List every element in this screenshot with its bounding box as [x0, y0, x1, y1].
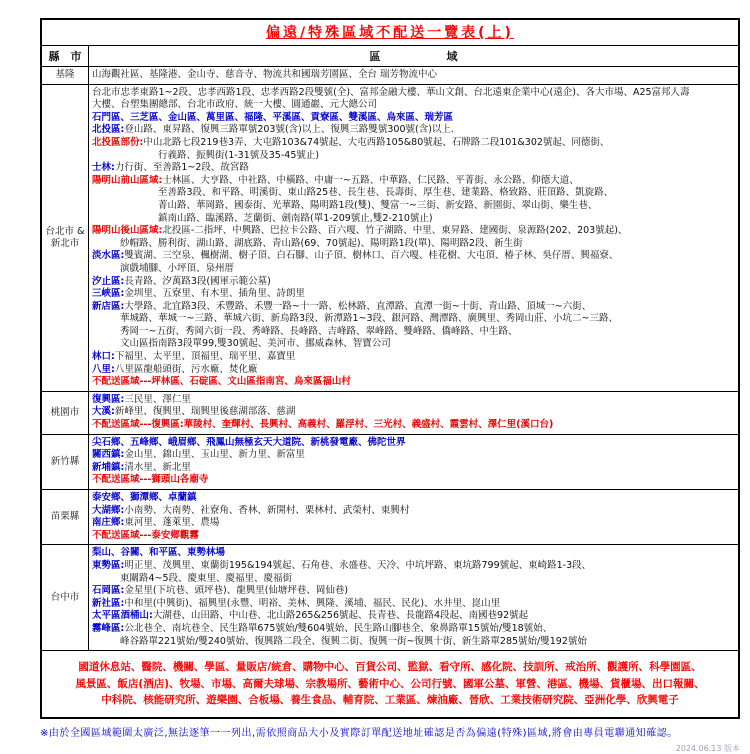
- county-cell: [42, 85, 89, 391]
- text-segment: 不配送區域---獅頭山各廟寺: [92, 474, 209, 486]
- text-segment: 紗帽路、勝利街、湖山路、湖底路、青山路(69、70號起)、陽明路1段(單)、陽明路2段、新生街: [120, 237, 523, 249]
- county-label: 新北市: [50, 237, 80, 249]
- text-segment: 尖石鄉、五峰鄉、峨眉鄉、飛鳳山無極玄天大道院、新桃發電廠、佛陀世界: [92, 436, 406, 448]
- region-line: [92, 406, 735, 419]
- table-row: [42, 490, 738, 545]
- restricted-sites-line: 中科院、核能研究所、遊樂園、合板場、養生食品、輔育院、工業區、煉油廠、晉欣、工業技術研究院、亞洲化學、欣興電子: [101, 694, 679, 707]
- text-segment: 東勢區:: [92, 559, 125, 571]
- table-body: [42, 67, 738, 651]
- text-segment: 中山北路七段219巷3弄、大屯路103&74號起、大屯西路105&80號起、石牌路二段101&302號起、同德街、: [143, 136, 610, 148]
- page-title: 偏遠/特殊區域不配送一覽表(上): [42, 20, 738, 46]
- text-segment: 行義路、振興街(1-31號及35-45號止): [158, 149, 320, 161]
- table-row: [42, 435, 738, 490]
- county-cell: [42, 67, 89, 84]
- text-segment: 雙賓湖、三空泉、楓樹湖、樹子頂、白石腳、山子頂、樹林口、百六嘎、桂花樹、大屯頂、椿子林、吳仔厝、興福寮、: [124, 250, 619, 262]
- region-line: [92, 99, 735, 112]
- region-line: [92, 449, 735, 462]
- region-line: [92, 462, 735, 475]
- region-line: [92, 474, 735, 487]
- text-segment: 北投區-二指坪、中興路、巴拉卡公路、百六嘎、竹子湖路、中里、東昇路、建國街、泉源路(202、203號起)、: [162, 225, 628, 237]
- county-label: 苗栗縣: [50, 511, 80, 523]
- text-segment: 秀岡一~五街、秀岡六街一段、秀峰路、長峰路、吉峰路、翠峰路、雙峰路、僑峰路、中生路、: [120, 325, 518, 337]
- text-segment: 不配送區域---泰安鄉觀霧: [92, 529, 199, 541]
- text-segment: 台北市忠孝東路1~2段、忠孝西路1段、忠孝西路2段雙號(全)、富邦金融大樓、華山文創、台北遠東企業中心(遠企)、各大市場、A25富邦人壽: [92, 86, 690, 98]
- region-cell: [89, 545, 738, 650]
- text-segment: 峰谷路單221號始/雙240號始、復興路二段全、復興二街、復興一街~復興十街、新生路單285號始/雙192號始: [120, 635, 587, 647]
- text-segment: 金山里、錦山里、玉山里、新力里、新富里: [124, 449, 305, 461]
- text-segment: 南庄鄉:: [92, 517, 125, 529]
- region-line: [92, 187, 735, 200]
- text-segment: 公北巷全、南坑巷全、民生路單675號始/雙604號始、民生路山腳巷全、象鼻路單15號始/雙18號始、: [124, 622, 553, 634]
- text-segment: 石岡區:: [92, 585, 125, 597]
- region-line: [92, 301, 735, 314]
- region-line: [92, 124, 735, 137]
- restricted-sites-row: [42, 651, 738, 717]
- region-line: [92, 437, 735, 450]
- region-line: [92, 175, 735, 188]
- text-segment: 陽明山後山區域:: [92, 225, 163, 237]
- region-line: [92, 585, 735, 598]
- version-stamp: 2024.06.13 版本: [675, 743, 740, 753]
- table-row: [42, 85, 738, 392]
- text-segment: 陽明山前山區域:: [92, 174, 163, 186]
- region-line: [92, 338, 735, 351]
- region-cell: [89, 85, 738, 391]
- text-segment: 北投區:: [92, 124, 125, 136]
- text-segment: 汐止區:: [92, 275, 125, 287]
- county-cell: [42, 490, 89, 544]
- text-segment: 大湖鄉:: [92, 504, 125, 516]
- text-segment: 石門區、三芝區、金山區、萬里區、福隆、平溪區、貢寮區、雙溪區、烏來區、瑞芳區: [92, 111, 454, 123]
- text-segment: 八里:: [92, 363, 115, 375]
- region-line: [92, 517, 735, 530]
- region-line: [92, 364, 735, 377]
- delivery-exclusion-sheet: [40, 18, 740, 754]
- text-segment: 復興區:: [92, 393, 125, 405]
- text-segment: 關西鎮:: [92, 449, 125, 461]
- region-cell: [89, 392, 738, 434]
- text-segment: 至善路3段、和平路、明溪街、東山路25巷、長生巷、長壽街、厚生巷、建業路、格致路、莊頂路、凱旋路、: [158, 187, 614, 199]
- region-line: [92, 351, 735, 364]
- restricted-sites-block: [42, 651, 738, 717]
- restricted-sites-line: 風景區、飯店(酒店)、牧場、市場、高爾夫球場、宗教場所、藝術中心、公司行號、國軍公墓、軍營、港區、機場、貨櫃場、出口報關、: [75, 677, 705, 690]
- region-line: [92, 636, 735, 649]
- text-segment: 不配送區域---復興區:華陵村、奎輝村、長興村、高義村、羅浮村、三光村、義盛村、霞雲村、澤仁里(溪口台): [92, 419, 554, 431]
- region-cell: [89, 435, 738, 489]
- restricted-sites-line: 國道休息站、醫院、機關、學區、量販店/統倉、購物中心、百貨公司、監獄、看守所、感化院、技訓所、戒治所、觀護所、科學園區、: [78, 661, 702, 674]
- table-row: [42, 67, 738, 85]
- region-line: [92, 530, 735, 543]
- text-segment: 中和里(中興街)、福興里(永豐、明裕、美林、興隆、溪埔、福民、民化)、水井里、崑山里: [124, 597, 501, 609]
- text-segment: 不配送區域---坪林區、石碇區、文山區指南宮、烏來區福山村: [92, 376, 351, 388]
- region-line: [92, 376, 735, 389]
- region-line: [92, 547, 735, 560]
- text-segment: 力行街、至善路1~2段、故宮路: [114, 162, 249, 174]
- region-line: [92, 87, 735, 100]
- region-line: [92, 623, 735, 636]
- text-segment: 泰安鄉、獅潭鄉、卓蘭鎮: [92, 492, 197, 503]
- text-segment: 新店區:: [92, 300, 125, 312]
- county-cell: [42, 392, 89, 434]
- text-segment: 新埔鎮:: [92, 461, 125, 473]
- region-line: [92, 419, 735, 432]
- region-line: [92, 276, 735, 289]
- text-segment: 大溪:: [92, 406, 115, 418]
- region-line: [92, 288, 735, 301]
- region-column-header: 區 域: [369, 50, 458, 63]
- text-segment: 山海觀社區、基隆港、金山寺、慈音寺、物流共和國瑞芳園區、全台 瑞芳物流中心: [92, 69, 438, 80]
- table-row: [42, 545, 738, 651]
- text-segment: 菁山路、華岡路、國泰街、光華路、陽明路1段(雙)、雙富一~三街、新安路、新園街、翠山街、樂生巷、: [158, 199, 598, 211]
- region-line: [92, 69, 735, 82]
- text-segment: 太平區酒桶山:: [92, 610, 153, 622]
- table-header-row: [42, 46, 738, 67]
- text-segment: 三峽區:: [92, 288, 125, 300]
- text-segment: 梨山、谷關、和平區、東勢林場: [92, 547, 226, 559]
- region-line: [92, 137, 735, 150]
- text-segment: 新社區:: [92, 597, 125, 609]
- region-line: [92, 598, 735, 611]
- region-line: [92, 225, 735, 238]
- region-line: [92, 263, 735, 276]
- county-label: 基隆: [55, 69, 75, 81]
- region-line: [92, 560, 735, 573]
- text-segment: 金圳里、五寮里、有木里、插角里、詩朗里: [124, 288, 305, 300]
- county-label: 台中市: [50, 591, 80, 603]
- text-segment: 東關路4~5段、慶東里、慶福里、慶福街: [120, 572, 293, 584]
- text-segment: 北投區部份:: [92, 136, 144, 148]
- text-segment: 登山路、東昇路、復興三路單號203號(含)以上、復興三路雙號300號(含)以上.: [124, 124, 454, 136]
- text-segment: 三民里、澤仁里: [124, 393, 191, 405]
- text-segment: 霧峰區:: [92, 622, 125, 634]
- text-segment: 華城路、華城一~三路、華城六街、新烏路3段、新潭路1~3段、銀河路、灣潭路、廣興里、秀岡山莊、小坑二~三路、: [120, 313, 619, 325]
- region-line: [92, 313, 735, 326]
- region-line: [92, 112, 735, 125]
- region-cell: [89, 67, 738, 84]
- region-line: [92, 610, 735, 623]
- region-line: [92, 573, 735, 586]
- text-segment: 大學路、北宜路3段、禾豐路、禾豐一路~十一路、松林路、直潭路、直潭一街~十街、青山路、頂城一~六街、: [124, 300, 592, 312]
- text-segment: 下福里、太平里、頂福里、瑞平里、嘉寶里: [114, 351, 296, 363]
- text-segment: 東河里、蓬萊里、農場: [124, 517, 220, 529]
- text-segment: 大樓、台塑集團總部、台北市政府、統一大樓、圓通巖、元大總公司: [92, 99, 378, 111]
- footnote: ※由於全國區域範圍太廣泛,無法逐筆一一列出,需依照商品大小及實際訂單配送地址確認是否為偏遠(特殊)區域,將會由專員電聯通知確認。: [40, 727, 678, 739]
- county-label: 桃園市: [50, 406, 80, 418]
- text-segment: 士林:: [92, 162, 115, 174]
- region-line: [92, 200, 735, 213]
- text-segment: 大湖巷、山田路、中山巷、北山路265&256號起、長青巷、長龍路4段起、南國巷92號起: [152, 610, 529, 622]
- text-segment: 林口:: [92, 351, 115, 363]
- text-segment: 淡水區:: [92, 250, 125, 262]
- region-line: [92, 326, 735, 339]
- county-cell: [42, 435, 89, 489]
- county-column-header: 縣 市: [42, 46, 89, 66]
- region-line: [92, 213, 735, 226]
- text-segment: 小南勢、大南勢、社寮角、香林、新開村、栗林村、武榮村、東興村: [124, 504, 410, 516]
- region-line: [92, 250, 735, 263]
- text-segment: 清水里、新北里: [124, 461, 191, 473]
- text-segment: 演戲埔腳、小坪頂、泉州厝: [120, 262, 235, 274]
- region-line: [92, 162, 735, 175]
- text-segment: 鎮南山路、臨溪路、芝蘭街、劍南路(單1-209號止,雙2-210號止): [158, 212, 433, 224]
- region-line: [92, 492, 735, 505]
- region-line: [92, 505, 735, 518]
- region-line: [92, 394, 735, 407]
- text-segment: 文山區指南路3段單99,雙30號起、美河市、挪威森林、智寶公司: [120, 338, 391, 350]
- table-row: [42, 392, 738, 435]
- county-label: 台北市 &: [45, 225, 85, 237]
- region-line: [92, 238, 735, 251]
- text-segment: 士林區、大亨路、中社路、中橫路、中庸一~五路、中華路、仁民路、平菁街、永公路、仰德大道、: [162, 174, 579, 186]
- county-label: 新竹縣: [50, 455, 80, 467]
- text-segment: 明正里、茂興里、東蘭街195&194號起、石角巷、永盛巷、天冷、中坑坪路、東坑路799號起、東崎路1-3段、: [124, 559, 592, 571]
- text-segment: 八里區龍船頭街、污水廠、焚化廠: [114, 363, 258, 375]
- region-cell: [89, 490, 738, 544]
- text-segment: 長青路、汐萬路3段(國軍示範公墓): [124, 275, 271, 287]
- text-segment: 金星里(下坑巷、頭坪巷)、龍興里(仙塘坪巷、岡仙巷): [124, 585, 349, 597]
- county-cell: [42, 545, 89, 650]
- exclusion-table: [40, 18, 740, 719]
- region-line: [92, 150, 735, 163]
- text-segment: 新峰里、復興里、瑞興里後慈湖部落、慈湖: [114, 406, 296, 418]
